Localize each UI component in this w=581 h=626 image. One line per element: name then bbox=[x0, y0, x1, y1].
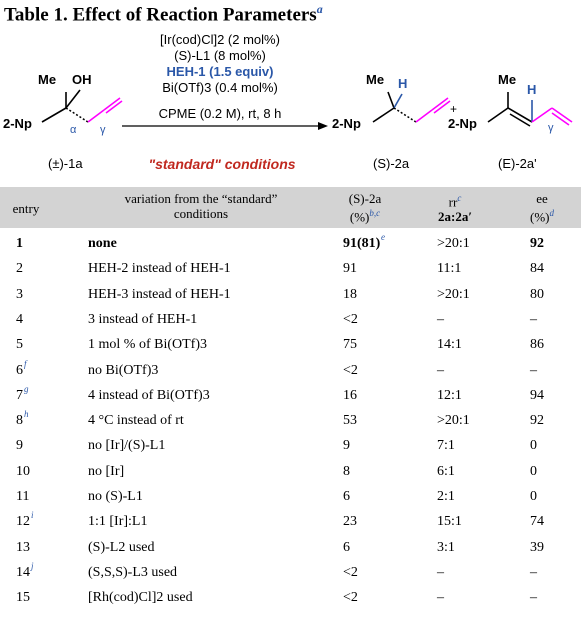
header-variation-line2: conditions bbox=[173, 206, 229, 221]
cell-entry: 11 bbox=[16, 489, 30, 504]
cell-entry: 1 bbox=[16, 236, 23, 251]
cell-variation: no [Ir]/(S)-L1 bbox=[88, 438, 166, 454]
product-label: (S)-2a bbox=[373, 156, 410, 171]
cell-variation: 1:1 [Ir]:L1 bbox=[88, 514, 148, 530]
cell-ee: – bbox=[530, 311, 537, 327]
cell-yield: 91(81) bbox=[343, 236, 381, 251]
cell-variation: (S)-L2 used bbox=[88, 539, 155, 555]
substrate-label: (±)-1a bbox=[48, 156, 83, 171]
cell-entry: 12 bbox=[16, 514, 30, 530]
table-row bbox=[0, 460, 581, 485]
substrate-alpha: α bbox=[70, 124, 77, 136]
table-title-text: Table 1. Effect of Reaction Parameters bbox=[4, 4, 317, 26]
cell-variation: 4 instead of Bi(OTf)3 bbox=[88, 387, 210, 403]
table-row bbox=[0, 232, 581, 257]
substrate-np: 2-Np bbox=[3, 116, 32, 131]
cell-entry-footnote: g bbox=[24, 383, 29, 394]
header-yield-footnote: b,c bbox=[369, 208, 381, 218]
cell-yield: <2 bbox=[343, 564, 358, 580]
allene-substrate bbox=[88, 98, 122, 122]
cell-yield: 9 bbox=[343, 438, 350, 454]
cell-entry: 3 bbox=[16, 286, 23, 302]
side-product-np: 2-Np bbox=[448, 116, 477, 131]
header-ee-footnote: d bbox=[549, 208, 554, 218]
cell-ee: 39 bbox=[530, 539, 544, 555]
cell-variation: (S,S,S)-L3 used bbox=[88, 564, 178, 580]
cell-yield: 91 bbox=[343, 261, 357, 277]
cell-entry: 5 bbox=[16, 337, 23, 353]
cell-rr: – bbox=[437, 564, 444, 580]
cell-entry: 7 bbox=[16, 387, 23, 403]
table-row bbox=[0, 485, 581, 510]
table-row bbox=[0, 257, 581, 282]
cell-entry: 15 bbox=[16, 590, 30, 606]
cell-entry: 13 bbox=[16, 539, 30, 555]
cell-variation: [Rh(cod)Cl]2 used bbox=[88, 590, 193, 606]
header-ee-line2: (%) bbox=[530, 209, 550, 225]
cell-entry-footnote: i bbox=[31, 510, 34, 521]
cell-variation: HEH-3 instead of HEH-1 bbox=[88, 286, 231, 302]
cell-rr: >20:1 bbox=[437, 286, 470, 302]
side-product-label: (E)-2a' bbox=[498, 156, 537, 171]
title-footnote: a bbox=[316, 2, 323, 16]
cell-ee: 86 bbox=[530, 337, 544, 353]
substrate-me: Me bbox=[38, 72, 57, 87]
cell-variation: HEH-2 instead of HEH-1 bbox=[88, 261, 231, 277]
table-row bbox=[0, 333, 581, 358]
cell-entry: 9 bbox=[16, 438, 23, 454]
table-row bbox=[0, 561, 581, 586]
header-rr-line2: 2a:2a′ bbox=[438, 209, 472, 225]
cell-ee: – bbox=[530, 564, 537, 580]
header-yield-line1: (S)-2a bbox=[348, 191, 382, 206]
cell-entry: 14 bbox=[16, 564, 30, 580]
cell-ee: 84 bbox=[530, 261, 544, 277]
cell-yield: 6 bbox=[343, 489, 350, 504]
cell-ee: 0 bbox=[530, 438, 537, 454]
cond-catalyst: [Ir(cod)Cl]2 (2 mol%) bbox=[160, 32, 280, 47]
cell-rr: 7:1 bbox=[437, 438, 455, 454]
cond-solvent: CPME (0.2 M), rt, 8 h bbox=[158, 106, 282, 121]
cell-entry-footnote: h bbox=[24, 409, 29, 420]
cell-rr: 15:1 bbox=[437, 514, 462, 530]
header-ee-line1: ee bbox=[536, 191, 548, 206]
cell-rr: 2:1 bbox=[437, 489, 455, 504]
cell-ee: 0 bbox=[530, 489, 537, 504]
cell-yield: 75 bbox=[343, 337, 357, 353]
substrate-oh: OH bbox=[72, 72, 92, 87]
cell-variation: none bbox=[88, 236, 117, 251]
cell-yield-footnote: e bbox=[381, 232, 385, 242]
cell-rr: >20:1 bbox=[437, 236, 470, 251]
cell-yield: <2 bbox=[343, 590, 358, 606]
cell-variation: no (S)-L1 bbox=[88, 489, 143, 504]
cell-variation: 1 mol % of Bi(OTf)3 bbox=[88, 337, 207, 353]
product-h: H bbox=[398, 76, 408, 91]
cell-yield: 23 bbox=[343, 514, 357, 530]
cell-rr: 11:1 bbox=[437, 261, 462, 277]
cell-ee: – bbox=[530, 362, 537, 378]
cell-rr: 6:1 bbox=[437, 463, 455, 479]
plus-sign: + bbox=[450, 102, 458, 116]
cell-variation: no Bi(OTf)3 bbox=[88, 362, 159, 378]
table-row bbox=[0, 434, 581, 459]
cell-yield: 16 bbox=[343, 387, 357, 403]
header-rr-footnote: c bbox=[457, 193, 462, 203]
reaction-scheme bbox=[0, 30, 581, 178]
cell-entry: 2 bbox=[16, 261, 23, 277]
arrow-head bbox=[318, 122, 328, 130]
cell-rr: >20:1 bbox=[437, 413, 470, 429]
cell-ee: 94 bbox=[530, 387, 544, 403]
cell-yield: <2 bbox=[343, 362, 358, 378]
table-row bbox=[0, 409, 581, 434]
cell-entry: 8 bbox=[16, 413, 23, 429]
header-rr bbox=[425, 191, 485, 224]
bond-np-c bbox=[42, 108, 66, 122]
table-row bbox=[0, 510, 581, 535]
header-entry: entry bbox=[12, 201, 40, 216]
cell-ee: 74 bbox=[530, 514, 544, 530]
cell-entry: 4 bbox=[16, 311, 23, 327]
cond-acid: Bi(OTf)3 (0.4 mol%) bbox=[162, 80, 278, 95]
product-me: Me bbox=[366, 72, 385, 87]
product-np: 2-Np bbox=[332, 116, 361, 131]
cond-ligand: (S)-L1 (8 mol%) bbox=[174, 48, 266, 63]
standard-conditions-label: "standard" conditions bbox=[148, 156, 296, 172]
bond-c-h bbox=[394, 94, 402, 108]
table-header bbox=[0, 187, 581, 228]
cell-ee: 92 bbox=[530, 413, 544, 429]
cell-rr: 12:1 bbox=[437, 387, 462, 403]
cell-rr: – bbox=[437, 311, 444, 327]
table-row bbox=[0, 359, 581, 384]
table-row bbox=[0, 536, 581, 561]
cell-entry: 10 bbox=[16, 463, 30, 479]
cell-yield: 53 bbox=[343, 413, 357, 429]
cell-rr: 3:1 bbox=[437, 539, 455, 555]
cell-ee: 0 bbox=[530, 463, 537, 479]
cell-yield: 18 bbox=[343, 286, 357, 302]
side-product-me: Me bbox=[498, 72, 517, 87]
substrate-gamma: γ bbox=[100, 124, 106, 136]
cell-rr: – bbox=[437, 590, 444, 606]
header-variation-line1: variation from the “standard” bbox=[124, 191, 278, 206]
cell-variation: 4 °C instead of rt bbox=[88, 413, 184, 429]
cell-rr: 14:1 bbox=[437, 337, 462, 353]
cell-yield: 6 bbox=[343, 539, 350, 555]
header-ee bbox=[520, 191, 564, 224]
table-row bbox=[0, 384, 581, 409]
bond-c-alpha bbox=[66, 108, 88, 122]
cell-yield: 8 bbox=[343, 463, 350, 479]
bond-c-oh bbox=[66, 90, 80, 108]
table-title bbox=[4, 2, 323, 26]
header-yield-line2: (%) bbox=[349, 209, 370, 225]
header-rr-line1: rr bbox=[448, 194, 458, 210]
cell-yield: <2 bbox=[343, 311, 358, 327]
table-row bbox=[0, 586, 581, 611]
cond-reductant: HEH-1 (1.5 equiv) bbox=[166, 64, 274, 79]
cell-entry: 6 bbox=[16, 362, 23, 378]
allene-product bbox=[416, 98, 450, 122]
cell-ee: 92 bbox=[530, 236, 544, 251]
cell-ee: – bbox=[530, 590, 537, 606]
cell-entry-footnote: j bbox=[31, 560, 34, 571]
header-yield bbox=[335, 191, 395, 224]
table-row bbox=[0, 308, 581, 333]
table-row bbox=[0, 283, 581, 308]
cell-rr: – bbox=[437, 362, 444, 378]
side-product-h: H bbox=[527, 82, 537, 97]
cell-entry-footnote: f bbox=[24, 358, 27, 369]
cell-ee: 80 bbox=[530, 286, 544, 302]
cell-variation: no [Ir] bbox=[88, 463, 125, 479]
cell-variation: 3 instead of HEH-1 bbox=[88, 311, 198, 327]
header-variation bbox=[76, 191, 326, 221]
side-product-gamma: γ bbox=[548, 122, 554, 134]
